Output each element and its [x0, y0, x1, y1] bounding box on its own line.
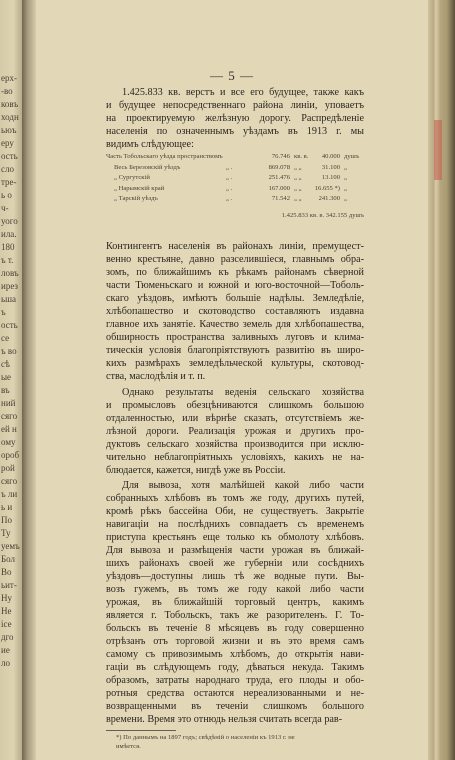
text-line: зомъ, по ближайшимъ къ рѣкамъ районамъ сѣверной: [106, 267, 364, 278]
text-line: лѣзной дороги. Реализація урожая и другихъ про-: [106, 426, 364, 437]
left-page-text-fragment: ей н: [1, 424, 17, 434]
left-page-text-fragment: ьит-: [1, 580, 17, 590]
text-line: хлѣбопашество и скотоводство составляютъ издавна: [106, 306, 364, 317]
text-line: собранныхъ хлѣбовъ въ томъ же году, другихъ путей,: [106, 493, 364, 504]
table-cell-area: 251.476: [268, 174, 290, 181]
text-line: 1.425.833 кв. верстъ и все его будущее, также какъ: [122, 87, 364, 98]
left-page-text-fragment: ерх-: [1, 73, 17, 83]
left-page-text-fragment: дго: [1, 632, 14, 642]
left-page-text-fragment: ъ ли: [1, 489, 18, 499]
text-line: и промысловъ обезцѣниваются слишкомъ большою: [106, 400, 364, 411]
text-line: Однако результаты веденія сельскаго хозяйства: [122, 387, 364, 398]
footnote-line: имѣется.: [116, 743, 141, 750]
text-line: Для вывоза, хотя малѣйшей какой либо части: [122, 480, 364, 491]
left-page-text-fragment: уого: [1, 216, 18, 226]
left-page-text-fragment: По: [1, 515, 12, 525]
text-line: самому съ привозимымъ хлѣбомъ, до открытія нави-: [106, 649, 364, 660]
footnote-line: *) По даннымъ на 1897 годъ; свѣдѣній о населеніи къ 1913 г. не: [116, 734, 295, 741]
text-line: навигаціи на послѣднихъ совпадаетъ съ временемъ: [106, 519, 364, 530]
footnote: [116, 733, 364, 751]
text-line: чительно неблагопріятныхъ условіяхъ, какихъ не на-: [106, 452, 364, 463]
left-page-text-fragment: -во: [1, 86, 13, 96]
table-cell-dots: „ .: [226, 184, 233, 192]
left-page-text-fragment: Во: [1, 567, 12, 577]
left-page-text-fragment: ость: [1, 151, 18, 161]
left-page-text-fragment: ирез: [1, 281, 18, 291]
text-line: кромѣ рѣкъ бассейна Оби, не существуетъ. Закрытіе: [106, 506, 364, 517]
table-cell-name: „ Сургутскій: [114, 174, 150, 181]
left-page-text-fragment: ому: [1, 437, 16, 447]
text-line: Контингентъ населенія въ районахъ линіи, премущест-: [106, 241, 364, 252]
text-line: видимъ слѣдующее:: [106, 139, 194, 150]
table-cell-name: Часть Тобольскаго уѣзда пространствомъ: [106, 153, 223, 160]
left-page-text-fragment: ъ: [1, 307, 6, 317]
table-cell-name: „ Тарскій уѣздъ: [114, 195, 158, 202]
text-line: возъ гужемъ, въ томъ же году какой либо части: [106, 584, 364, 595]
left-page-text-fragment: уемъ: [1, 541, 20, 551]
table-cell-unit1: кв. в.: [294, 153, 309, 160]
text-line: главное ихъ занятіе. Качество земель для хлѣбопашества,: [106, 319, 364, 330]
left-page-edge: [0, 0, 22, 760]
table-cell-area: 76.746: [271, 153, 290, 160]
left-page-text-fragment: 180: [1, 242, 15, 252]
text-line: дуктовъ сельскаго хозяйства производится при исклю-: [106, 439, 364, 450]
text-line: и будущее непосредственнаго района линіи, уповаетъ: [106, 100, 364, 111]
table-cell-unit1: „ „: [294, 174, 302, 181]
text-line: отдаленностью, или вѣрнѣе сказать, отсутствіемъ же-: [106, 413, 364, 424]
table-cell-dots: „ .: [226, 163, 233, 171]
text-line: блюдается, кажется, нигдѣ уже въ Россіи.: [106, 465, 286, 476]
left-page-text-fragment: ость: [1, 320, 18, 330]
text-line: тическія условія благопріятствуютъ развитію въ широ-: [106, 345, 364, 356]
page-number: — 5 —: [210, 68, 254, 83]
table-cell-population: 16.655 *): [314, 184, 340, 192]
footnote-rule: [106, 730, 176, 731]
text-line: времени. Время это отнюдь нельзя считать всегда рав-: [106, 714, 343, 725]
table-row: [106, 152, 364, 163]
left-page-text-fragment: сяго: [1, 411, 18, 421]
text-line: возвращенными въ теченіи слишкомъ большого: [106, 701, 364, 712]
text-line: шихъ районахъ своей же губерніи или сосѣднихъ: [106, 558, 364, 569]
left-page-text-fragment: сѣ: [1, 359, 10, 369]
table-cell-population: 40.000: [321, 153, 340, 160]
text-line: больскъ въ теченіе 8 мѣсяцевъ въ году совершенно: [106, 623, 364, 634]
left-page-text-fragment: ые: [1, 372, 12, 382]
text-line: населенія по означеннымъ уѣздамъ въ 1913 г. мы: [106, 126, 364, 137]
colored-tab-marker: [434, 120, 442, 180]
table-total: 1.425.833 кв. в. 342.155 душъ: [281, 211, 364, 219]
left-page-text-fragment: ісе: [1, 619, 12, 629]
left-page-text-fragment: ловъ: [1, 268, 19, 278]
text-line: скаго уѣздовъ, имѣютъ большіе надѣлы. Земледѣліе,: [106, 293, 364, 304]
left-page-text-fragment: еру: [1, 138, 14, 148]
right-page-edges: [428, 0, 455, 760]
left-page-text-fragment: ходн: [1, 112, 19, 122]
table-cell-unit2: душъ: [344, 153, 360, 160]
text-line: Для вывоза и размѣщенія части урожая въ ближай-: [106, 545, 364, 556]
table-row: [106, 184, 364, 195]
table-cell-name: „ Нарымскій край: [114, 184, 165, 192]
text-line: приступа крестьянъ еще только къ обмолоту хлѣбовъ.: [106, 532, 364, 543]
left-page-text-fragment: ила.: [1, 229, 17, 239]
intro-paragraph: [106, 86, 364, 151]
table-row: [106, 194, 364, 205]
left-page-text-fragment: тре-: [1, 177, 17, 187]
table-total-row: [106, 211, 364, 222]
left-page-text-fragment: ьша: [1, 294, 17, 304]
table-cell-unit2: „: [344, 184, 347, 192]
table-cell-unit2: „: [344, 163, 347, 171]
table-row: [106, 173, 364, 184]
table-cell-unit1: „ „: [294, 184, 302, 192]
text-line: является г. Тобольскъ, такъ же разорителенъ. Г. То-: [106, 610, 364, 621]
text-line: на проектируемую желѣзную дорогу. Распредѣленіе: [106, 113, 364, 124]
left-page-text-fragment: ний: [1, 398, 16, 408]
left-page-text-fragment: Не: [1, 606, 12, 616]
left-page-text-fragment: ороб: [1, 450, 20, 460]
table-cell-unit2: „: [344, 195, 347, 202]
left-page-text-fragment: рой: [1, 463, 15, 473]
table-cell-dots: „ .: [226, 174, 233, 181]
left-page-text-fragment: ь о: [1, 190, 12, 200]
paragraph-population: [106, 240, 364, 383]
table-cell-area: 71.542: [271, 195, 290, 202]
text-line: ства, маслодѣлія и т. п.: [106, 371, 206, 382]
table-cell-population: 31.100: [321, 163, 340, 171]
table-cell-unit1: „ „: [294, 195, 302, 202]
table-cell-unit1: „ „: [294, 163, 302, 171]
table-cell-name: Весь Березовскій уѣздъ: [114, 163, 181, 171]
table-cell-dots: „ .: [226, 195, 233, 202]
book-gutter: [22, 0, 36, 760]
left-page-text-fragment: ковъ: [1, 99, 19, 109]
left-page-text-fragment: въ: [1, 385, 10, 395]
text-line: обширность пространства заливныхъ луговъ и клима-: [106, 332, 364, 343]
table-cell-population: 13.100: [321, 174, 340, 181]
table-cell-area: 167.000: [268, 184, 290, 192]
population-table: [106, 152, 364, 222]
left-page-text-fragment: ь и: [1, 502, 13, 512]
text-line: венно крестьяне, давно разселившіеся, главнымъ обра-: [106, 254, 364, 265]
text-line: образомъ, затраты народнаго труда, его плоды и обо-: [106, 675, 364, 686]
text-line: части Тюменьскаго и южной и юго-восточной—Тоболь-: [106, 280, 364, 291]
text-line: ротныя средства остаются нереализованными и не-: [106, 688, 364, 699]
left-page-text-fragment: ъ т.: [1, 255, 14, 265]
table-row: [106, 163, 364, 174]
text-line: кихъ размѣрахъ земледѣльческой культуры, скотовод-: [106, 358, 364, 369]
left-page-text-fragment: ъ во: [1, 346, 17, 356]
left-page-text-fragment: ие: [1, 645, 10, 655]
left-page-text-fragment: ч-: [1, 203, 9, 213]
table-cell-population: 241.300: [318, 195, 340, 202]
text-line: гаціи въ слѣдующемъ году, дѣваться некуда. Такимъ: [106, 662, 364, 673]
left-page-text-fragment: Ну: [1, 593, 12, 603]
left-page-text-fragment: Ту: [1, 528, 11, 538]
left-page-text-fragment: сло: [1, 164, 14, 174]
left-page-text-fragment: ло: [1, 658, 10, 668]
paragraph-results: [106, 386, 364, 477]
table-cell-area: 869.078: [268, 163, 290, 171]
text-line: урожая, въ ближайшій торговый центръ, какимъ: [106, 597, 364, 608]
text-line: отрѣзанъ отъ торговой жизни и въ это время самъ: [106, 636, 364, 647]
left-page-text-fragment: сяго: [1, 476, 18, 486]
left-page-text-fragment: се: [1, 333, 10, 343]
text-line: уѣздовъ—доступны лишь тѣ же водные пути. Вы-: [106, 571, 364, 582]
paragraph-transport: [106, 479, 364, 726]
left-page-text-fragment: ьюъ: [1, 125, 17, 135]
table-cell-unit2: „: [344, 174, 347, 181]
left-page-text-fragment: Бол: [1, 554, 16, 564]
